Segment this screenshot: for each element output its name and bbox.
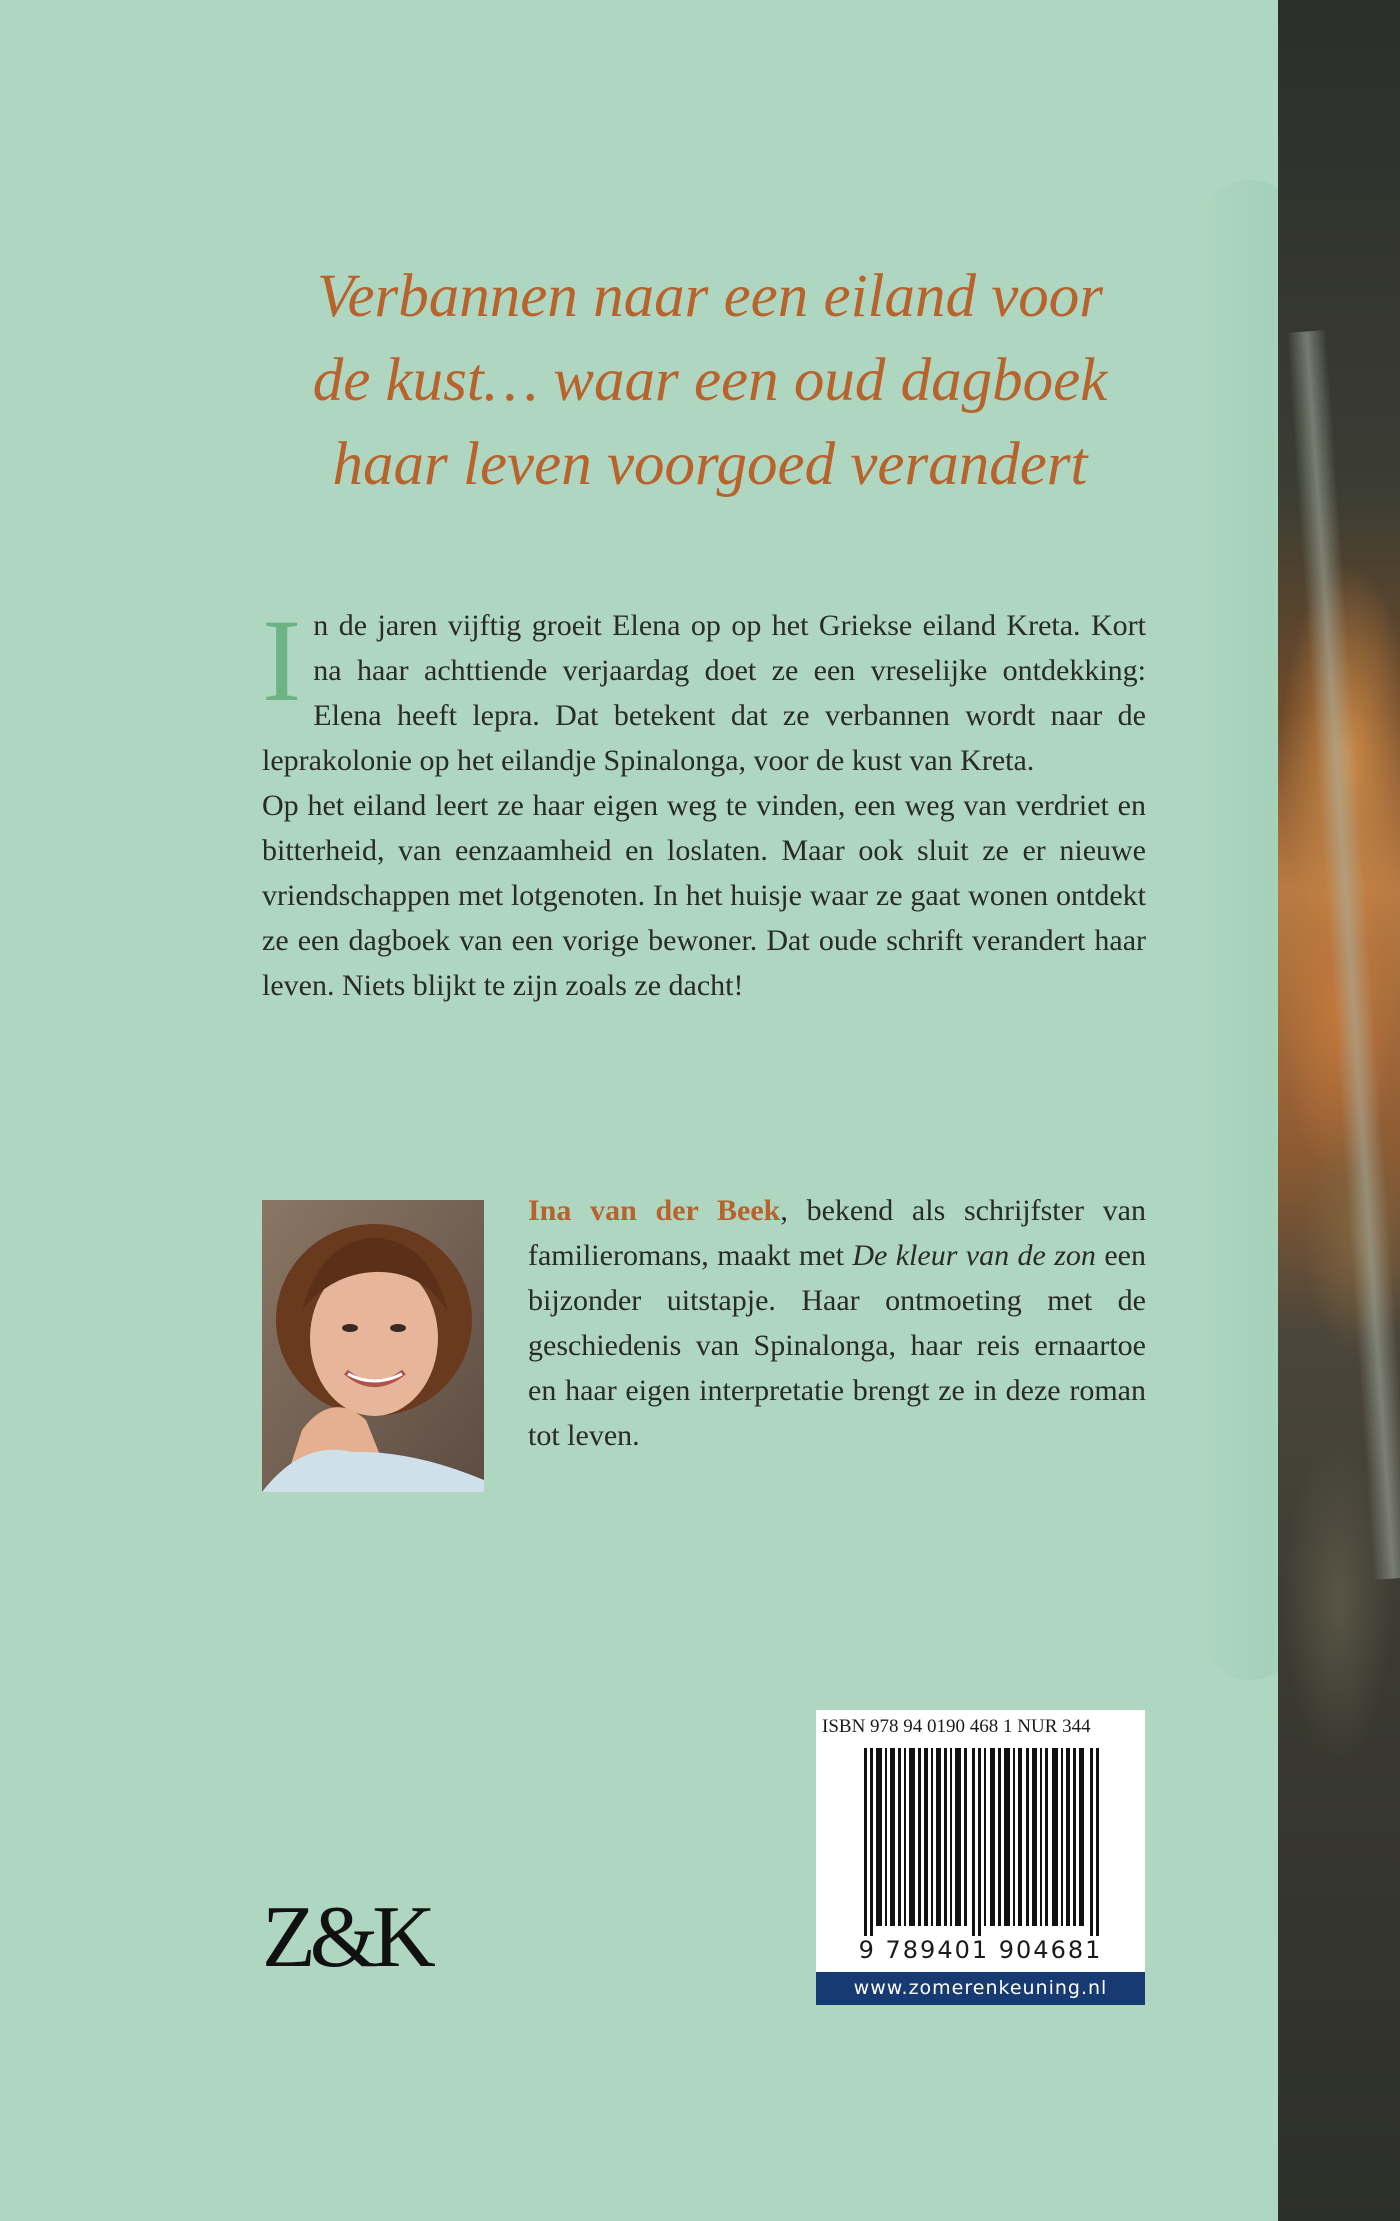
- tagline-line-1: Verbannen naar een eiland voor: [316, 263, 1104, 330]
- barcode-block: [816, 1710, 1145, 2005]
- barcode-bars: [864, 1748, 1102, 1936]
- barcode-digits: 9 789401 904681: [858, 1936, 1103, 1964]
- blurb-paragraph-1: n de jaren vijftig groeit Elena op op het Griekse eiland Kreta. Kort na haar achttiende verjaardag doet ze een vreselijke ontdekking: Elena heeft lepra. Dat betekent dat ze verbannen wordt naar de leprakolonie op het eilandje Spinalonga, voor de kust van Kreta.: [262, 609, 1146, 777]
- tagline: [250, 255, 1170, 507]
- author-photo: [262, 1200, 484, 1492]
- dropcap: I: [262, 595, 302, 726]
- publisher-logo: Z&K: [262, 1889, 430, 1986]
- author-portrait-image: [262, 1200, 484, 1492]
- isbn-line: ISBN 978 94 0190 468 1 NUR 344: [822, 1716, 1091, 1737]
- blurb-paragraph-2: Op het eiland leert ze haar eigen weg te vinden, een weg van verdriet en bitterheid, van eenzaamheid en loslaten. Maar ook sluit ze er nieuwe vriendschappen met lotgenoten. In het huisje waar ze gaat wonen ontdekt ze een dagboek van een vorige bewoner. Dat oude schrift verandert haar leven. Niets blijkt te zijn zoals ze dacht!: [262, 789, 1146, 1002]
- author-bio: [528, 1188, 1146, 1458]
- author-name: Ina van der Beek: [528, 1194, 781, 1227]
- author-bio-text-b: een bijzonder uitstapje. Haar ontmoeting met de geschiedenis van Spinalonga, haar reis ernaartoe en haar eigen interpretatie brengt ze in deze roman tot leven.: [528, 1239, 1146, 1452]
- publisher-website-link[interactable]: www.zomerenkeuning.nl: [816, 1972, 1145, 2005]
- tagline-line-2: de kust… waar een oud dagboek: [312, 347, 1108, 414]
- book-title: De kleur van de zon: [852, 1239, 1096, 1272]
- author-bio-text-a: , bekend als schrijfster van familieromans, maakt met: [528, 1194, 1146, 1272]
- blurb: [262, 595, 1146, 1008]
- tagline-line-3: haar leven voorgoed verandert: [332, 431, 1088, 498]
